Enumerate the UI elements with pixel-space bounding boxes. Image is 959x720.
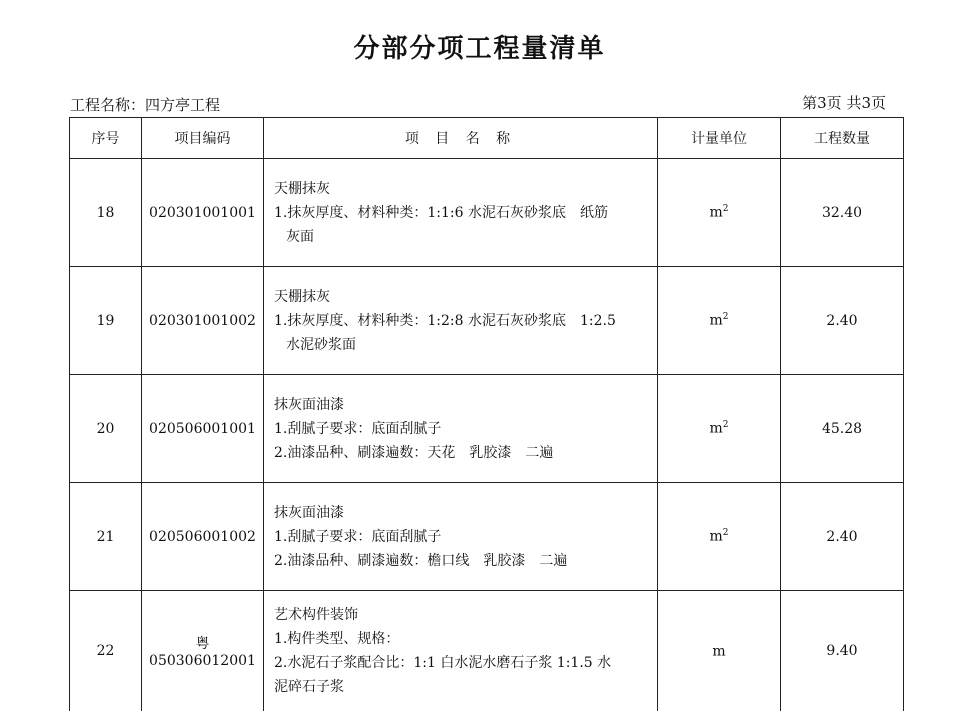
column-header-qty: 工程数量: [781, 118, 904, 159]
column-header-name: 项 目 名 称: [264, 118, 658, 159]
item-spec-line: 泥碎石子浆: [274, 679, 344, 695]
item-title: 抹灰面油漆: [274, 396, 344, 413]
row-number: 21: [70, 483, 142, 591]
table-header-row: [70, 118, 904, 159]
item-spec-line: 1.抹灰厚度、材料种类：1:2:8 水泥石灰砂浆底 1:2.5: [274, 312, 616, 329]
column-header-unit: 计量单位: [658, 118, 781, 159]
item-code: 020506001002: [142, 483, 264, 591]
unit-base: m: [709, 312, 723, 329]
bill-table: [69, 117, 904, 711]
item-description: [264, 375, 658, 483]
item-description: [264, 483, 658, 591]
item-spec-line: 灰面: [286, 228, 314, 245]
row-number: 18: [70, 159, 142, 267]
row-number: 19: [70, 267, 142, 375]
unit-base: m: [709, 528, 723, 545]
quantity: 32.40: [781, 159, 904, 267]
row-number: 20: [70, 375, 142, 483]
unit-exponent: 2: [722, 420, 729, 431]
table-row: [70, 375, 904, 483]
quantity: 2.40: [781, 267, 904, 375]
item-description: [264, 267, 658, 375]
item-code: 粤 050306012001: [142, 591, 264, 712]
unit-exponent: 2: [722, 204, 729, 215]
item-title: 抹灰面油漆: [274, 504, 344, 521]
unit: [658, 483, 781, 591]
item-code: 020301001002: [142, 267, 264, 375]
unit: [658, 375, 781, 483]
item-description: [264, 591, 658, 712]
unit: [658, 159, 781, 267]
item-spec-line: 2.油漆品种、刷漆遍数：天花 乳胶漆 二遍: [274, 444, 554, 461]
item-spec-line: 1.构件类型、规格：: [274, 631, 400, 647]
item-code: 020301001001: [142, 159, 264, 267]
quantity: 2.40: [781, 483, 904, 591]
project-name: 工程名称：四方亭工程: [70, 96, 221, 114]
column-header-no: 序号: [70, 118, 142, 159]
quantity: 45.28: [781, 375, 904, 483]
item-spec-line: 1.抹灰厚度、材料种类：1:1:6 水泥石灰砂浆底 纸筋: [274, 204, 608, 221]
row-number: 22: [70, 591, 142, 712]
quantity: 9.40: [781, 591, 904, 712]
unit-exponent: 2: [722, 312, 729, 323]
item-spec-line: 2.水泥石子浆配合比：1:1 白水泥水磨石子浆 1:1.5 水: [274, 655, 612, 671]
item-code: 020506001001: [142, 375, 264, 483]
unit-base: m: [709, 420, 723, 437]
item-spec-line: 2.油漆品种、刷漆遍数：檐口线 乳胶漆 二遍: [274, 552, 568, 569]
document-title: 分部分项工程量清单: [353, 34, 606, 64]
item-title: 天棚抹灰: [274, 288, 330, 305]
item-spec-line: 1.刮腻子要求：底面刮腻子: [274, 420, 442, 437]
item-spec-line: 水泥砂浆面: [286, 336, 356, 353]
table-row: [70, 483, 904, 591]
item-title: 天棚抹灰: [274, 180, 330, 197]
unit: [658, 267, 781, 375]
table-row: [70, 591, 904, 712]
item-spec-line: 1.刮腻子要求：底面刮腻子: [274, 528, 442, 545]
item-title: 艺术构件装饰: [274, 607, 358, 623]
item-description: [264, 159, 658, 267]
page-info: 第3页 共3页: [802, 94, 886, 112]
unit: [658, 591, 781, 712]
column-header-code: 项目编码: [142, 118, 264, 159]
unit-base: m: [709, 204, 723, 221]
unit-base: m: [712, 643, 726, 660]
table-row: [70, 159, 904, 267]
table-row: [70, 267, 904, 375]
unit-exponent: 2: [722, 528, 729, 539]
